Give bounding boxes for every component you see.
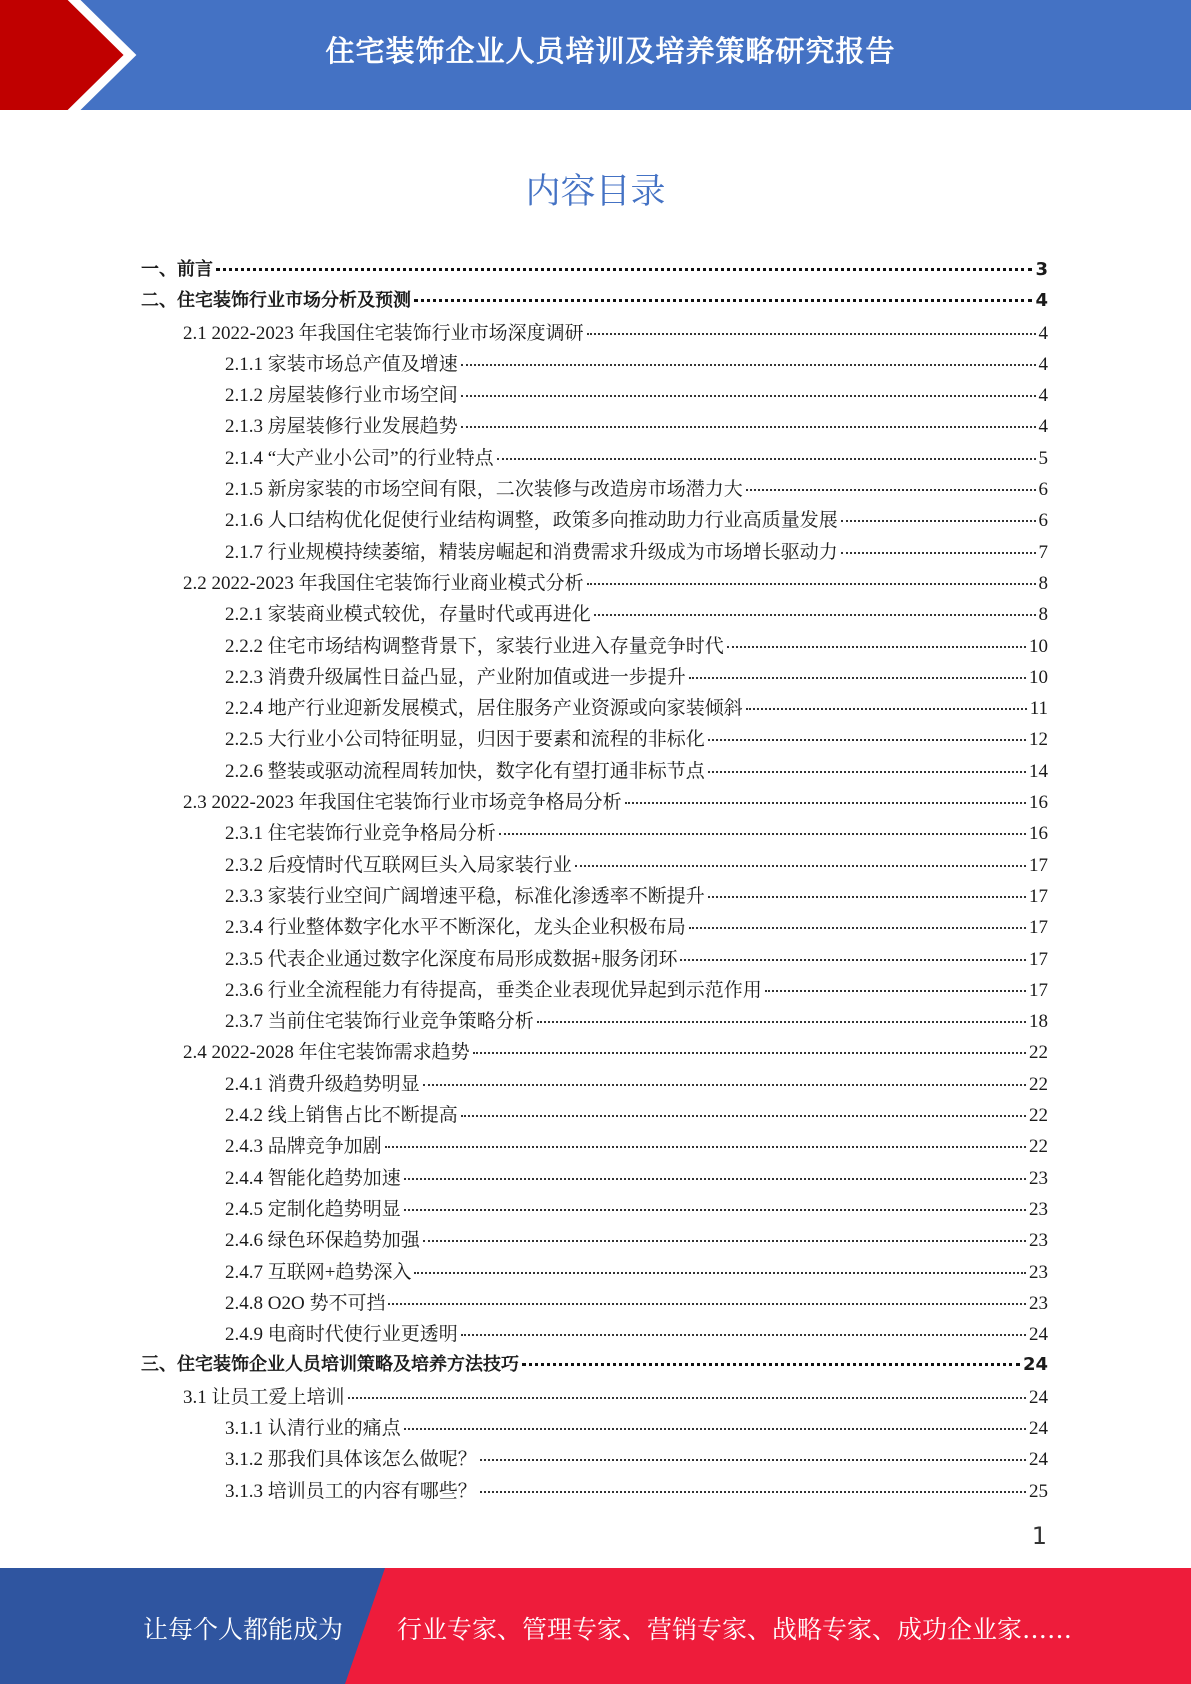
footer-slogan-left: 让每个人都能成为: [143, 1615, 344, 1644]
toc-entry[interactable]: [141, 1194, 1048, 1225]
toc-entry-label: 3.1.2 那我们具体该怎么做呢？: [225, 1449, 477, 1471]
footer-slogan-right: 行业专家、管理专家、营销专家、战略专家、成功企业家……: [397, 1615, 1073, 1644]
toc-entry-page: 17: [1029, 917, 1048, 939]
toc-entry-label: 2.2 2022-2023 年我国住宅装饰行业商业模式分析: [183, 572, 584, 594]
toc-entry-label: 2.1.2 房屋装修行业市场空间: [225, 385, 458, 407]
toc-entry[interactable]: [141, 474, 1048, 505]
toc-entry-label: 3.1.1 认清行业的痛点: [225, 1417, 401, 1439]
toc-entry[interactable]: [141, 380, 1048, 411]
toc-entry[interactable]: [141, 599, 1048, 630]
toc-dot-leader: [414, 1272, 1026, 1274]
toc-entry-label: 二、住宅装饰行业市场分析及预测: [141, 290, 411, 312]
toc-entry-label: 2.4.4 智能化趋势加速: [225, 1167, 401, 1189]
toc-entry[interactable]: [141, 537, 1048, 568]
toc-entry-label: 2.1.6 人口结构优化促使行业结构调整，政策多向推动助力行业高质量发展: [225, 510, 838, 532]
toc-dot-leader: [480, 1491, 1026, 1493]
toc-entry-page: 22: [1029, 1073, 1048, 1095]
toc-dot-leader: [480, 1459, 1026, 1461]
toc-entry-label: 2.1.7 行业规模持续萎缩，精装房崛起和消费需求升级成为市场增长驱动力: [225, 541, 838, 563]
toc-entry-page: 23: [1029, 1198, 1048, 1220]
toc-entry-label: 2.4.9 电商时代使行业更透明: [225, 1324, 458, 1346]
toc-entry[interactable]: [141, 349, 1048, 380]
toc-entry-page: 24: [1029, 1449, 1048, 1471]
toc-entry-label: 2.4.7 互联网+趋势深入: [225, 1261, 412, 1283]
toc-entry[interactable]: [141, 1037, 1048, 1068]
toc-dot-leader: [404, 1178, 1026, 1180]
toc-entry-label: 2.1.5 新房家装的市场空间有限，二次装修与改造房市场潜力大: [225, 479, 743, 501]
toc-dot-leader: [680, 959, 1026, 961]
toc-entry-page: 24: [1029, 1386, 1048, 1408]
toc-dot-leader: [404, 1428, 1026, 1430]
toc-entry-page: 5: [1038, 447, 1048, 469]
toc-entry-page: 8: [1038, 604, 1048, 626]
toc-entry-page: 17: [1029, 885, 1048, 907]
toc-entry-label: 2.1.1 家装市场总产值及增速: [225, 353, 458, 375]
toc-entry[interactable]: [141, 912, 1048, 943]
toc-entry[interactable]: [141, 850, 1048, 881]
toc-entry-label: 2.3 2022-2023 年我国住宅装饰行业市场竞争格局分析: [183, 792, 622, 814]
toc-entry-label: 2.2.4 地产行业迎新发展模式，居住服务产业资源或向家装倾斜: [225, 698, 743, 720]
toc-dot-leader: [587, 333, 1036, 335]
toc-entry-page: 7: [1038, 541, 1048, 563]
toc-entry-label: 2.2.6 整装或驱动流程周转加快，数字化有望打通非标节点: [225, 760, 705, 782]
toc-entry-label: 2.4.2 线上销售占比不断提高: [225, 1105, 458, 1127]
toc-entry-page: 25: [1029, 1480, 1048, 1502]
toc-entry-page: 18: [1029, 1011, 1048, 1033]
toc-entry[interactable]: [141, 1444, 1048, 1475]
toc-entry[interactable]: [141, 1006, 1048, 1037]
toc-entry[interactable]: [141, 724, 1048, 755]
toc-dot-leader: [746, 489, 1036, 491]
toc-dot-leader: [708, 896, 1026, 898]
toc-entry[interactable]: [141, 1257, 1048, 1288]
toc-entry-page: 23: [1029, 1292, 1048, 1314]
toc-dot-leader: [388, 1303, 1026, 1305]
toc-dot-leader: [746, 708, 1027, 710]
toc-entry-page: 22: [1029, 1105, 1048, 1127]
toc-entry[interactable]: [141, 1163, 1048, 1194]
toc-entry-label: 2.1 2022-2023 年我国住宅装饰行业市场深度调研: [183, 322, 584, 344]
toc-entry-page: 14: [1029, 760, 1048, 782]
toc-dot-leader: [522, 1363, 1020, 1366]
page-number: 1: [1031, 1522, 1047, 1550]
toc-entry-label: 三、住宅装饰企业人员培训策略及培养方法技巧: [141, 1354, 519, 1376]
toc-entry[interactable]: [141, 505, 1048, 536]
toc-entry-page: 16: [1029, 792, 1048, 814]
toc-entry[interactable]: [141, 1100, 1048, 1131]
page-header: [0, 0, 1191, 110]
toc-entry-page: 22: [1029, 1042, 1048, 1064]
toc-entry[interactable]: [141, 1382, 1048, 1413]
toc-entry-label: 2.4.6 绿色环保趋势加强: [225, 1230, 420, 1252]
toc-entry-label: 一、前言: [141, 259, 213, 280]
toc-entry-page: 17: [1029, 979, 1048, 1001]
toc-entry[interactable]: [141, 1413, 1048, 1444]
toc-entry[interactable]: [141, 1069, 1048, 1100]
page-footer: [0, 1568, 1191, 1684]
toc-entry-page: 16: [1029, 823, 1048, 845]
toc-entry[interactable]: [141, 693, 1048, 724]
toc-dot-leader: [727, 646, 1026, 648]
toc-entry-label: 2.3.2 后疫情时代互联网巨头入局家装行业: [225, 854, 572, 876]
toc-dot-leader: [765, 990, 1026, 992]
toc-dot-leader: [473, 1052, 1026, 1054]
toc-entry-page: 17: [1029, 854, 1048, 876]
toc-entry-page: 23: [1029, 1230, 1048, 1252]
toc-entry[interactable]: [141, 944, 1048, 975]
toc-entry-page: 4: [1038, 353, 1048, 375]
toc-entry-label: 3.1 让员工爱上培训: [183, 1386, 345, 1408]
toc-entry[interactable]: [141, 881, 1048, 912]
toc-entry[interactable]: [141, 975, 1048, 1006]
toc-dot-leader: [461, 426, 1036, 428]
toc-entry[interactable]: [141, 1319, 1048, 1350]
toc-entry-label: 2.3.5 代表企业通过数字化深度布局形成数据+服务闭环: [225, 948, 678, 970]
toc-entry-label: 2.4.1 消费升级趋势明显: [225, 1073, 420, 1095]
toc-entry-page: 4: [1038, 416, 1048, 438]
toc-entry-page: 24: [1022, 1354, 1048, 1376]
toc-entry[interactable]: [141, 756, 1048, 787]
toc-dot-leader: [423, 1240, 1026, 1242]
toc-entry[interactable]: [141, 255, 1048, 286]
toc-entry-page: 24: [1029, 1417, 1048, 1439]
toc-dot-leader: [689, 927, 1026, 929]
toc-entry-label: 2.4 2022-2028 年住宅装饰需求趋势: [183, 1042, 470, 1064]
toc-entry-page: 6: [1038, 510, 1048, 532]
toc-dot-leader: [708, 771, 1026, 773]
toc-entry-page: 8: [1038, 572, 1048, 594]
toc-entry-label: 2.4.5 定制化趋势明显: [225, 1198, 401, 1220]
toc-dot-leader: [497, 458, 1036, 460]
toc-entry[interactable]: [141, 662, 1048, 693]
toc-entry-label: 2.3.6 行业全流程能力有待提高，垂类企业表现优异起到示范作用: [225, 979, 762, 1001]
toc-entry-label: 2.3.1 住宅装饰行业竞争格局分析: [225, 823, 496, 845]
toc-entry[interactable]: [141, 443, 1048, 474]
toc-entry-label: 2.3.4 行业整体数字化水平不断深化，龙头企业积极布局: [225, 917, 686, 939]
toc-dot-leader: [461, 364, 1036, 366]
toc-dot-leader: [499, 833, 1026, 835]
toc-entry-label: 2.1.3 房屋装修行业发展趋势: [225, 416, 458, 438]
toc-entry-label: 2.4.8 O2O 势不可挡: [225, 1292, 386, 1314]
toc-dot-leader: [461, 1115, 1026, 1117]
toc-dot-leader: [841, 552, 1036, 554]
toc-dot-leader: [841, 520, 1036, 522]
toc-entry-page: 3: [1035, 259, 1048, 280]
toc-entry[interactable]: [141, 568, 1048, 599]
toc-entry[interactable]: [141, 1225, 1048, 1256]
toc-dot-leader: [348, 1397, 1026, 1399]
toc-entry-page: 17: [1029, 948, 1048, 970]
toc-entry-label: 2.3.3 家装行业空间广阔增速平稳，标准化渗透率不断提升: [225, 885, 705, 907]
toc-entry[interactable]: [141, 318, 1048, 349]
toc-dot-leader: [423, 1084, 1026, 1086]
toc-entry-label: 2.2.5 大行业小公司特征明显，归因于要素和流程的非标化: [225, 729, 705, 751]
table-of-contents: [141, 255, 1048, 1507]
toc-entry-page: 23: [1029, 1261, 1048, 1283]
toc-entry-label: 2.1.4 “大产业小公司”的行业特点: [225, 447, 494, 469]
toc-dot-leader: [404, 1209, 1026, 1211]
toc-entry[interactable]: [141, 787, 1048, 818]
toc-entry-page: 10: [1029, 635, 1048, 657]
report-title: 住宅装饰企业人员培训及培养策略研究报告: [325, 34, 896, 68]
toc-entry-page: 10: [1029, 666, 1048, 688]
toc-dot-leader: [587, 583, 1036, 585]
toc-entry[interactable]: [141, 1350, 1048, 1381]
toc-dot-leader: [537, 1021, 1026, 1023]
toc-dot-leader: [575, 865, 1026, 867]
toc-entry-page: 11: [1029, 698, 1048, 720]
toc-entry[interactable]: [141, 631, 1048, 662]
toc-entry-page: 4: [1035, 290, 1048, 312]
toc-dot-leader: [414, 299, 1032, 302]
toc-entry-label: 2.4.3 品牌竞争加剧: [225, 1136, 382, 1158]
toc-dot-leader: [385, 1146, 1026, 1148]
toc-entry-page: 23: [1029, 1167, 1048, 1189]
toc-heading: 内容目录: [525, 172, 666, 212]
toc-dot-leader: [461, 395, 1036, 397]
toc-dot-leader: [594, 614, 1036, 616]
toc-dot-leader: [461, 1334, 1026, 1336]
toc-entry-label: 2.2.1 家装商业模式较优，存量时代或再进化: [225, 604, 591, 626]
toc-entry[interactable]: [141, 286, 1048, 317]
toc-entry[interactable]: [141, 1288, 1048, 1319]
toc-entry-label: 2.2.2 住宅市场结构调整背景下，家装行业进入存量竞争时代: [225, 635, 724, 657]
toc-entry-page: 4: [1038, 385, 1048, 407]
toc-entry[interactable]: [141, 411, 1048, 442]
toc-dot-leader: [216, 268, 1032, 271]
toc-dot-leader: [625, 802, 1026, 804]
toc-entry-page: 24: [1029, 1324, 1048, 1346]
toc-entry-page: 6: [1038, 479, 1048, 501]
toc-entry-page: 4: [1038, 322, 1048, 344]
toc-entry-page: 22: [1029, 1136, 1048, 1158]
toc-entry[interactable]: [141, 1131, 1048, 1162]
toc-entry[interactable]: [141, 818, 1048, 849]
toc-entry-label: 3.1.3 培训员工的内容有哪些？: [225, 1480, 477, 1502]
toc-entry-label: 2.3.7 当前住宅装饰行业竞争策略分析: [225, 1011, 534, 1033]
toc-entry-page: 12: [1029, 729, 1048, 751]
toc-entry[interactable]: [141, 1476, 1048, 1507]
toc-entry-label: 2.2.3 消费升级属性日益凸显，产业附加值或进一步提升: [225, 666, 686, 688]
toc-dot-leader: [708, 739, 1026, 741]
toc-dot-leader: [689, 677, 1026, 679]
